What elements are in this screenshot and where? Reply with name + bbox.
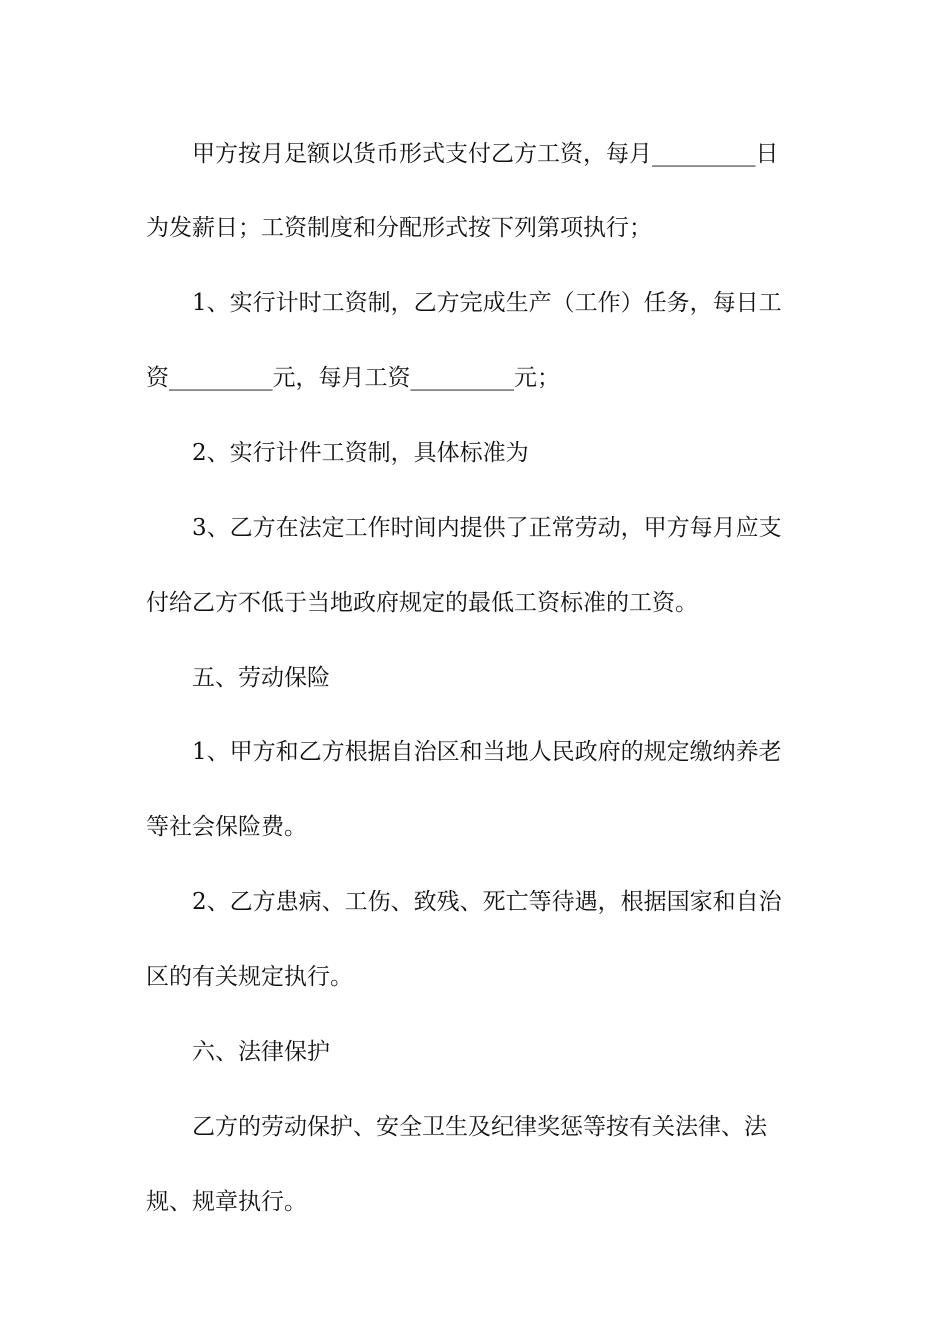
insurance-clause-2-line-2: 区的有关规定执行。 <box>146 964 353 990</box>
section-heading-legal: 六、法律保护 <box>192 1039 330 1065</box>
legal-paragraph-line-2: 规、规章执行。 <box>146 1189 307 1215</box>
clause-1-line-1: 1、实行计时工资制，乙方完成生产（工作）任务，每日工 <box>192 290 782 316</box>
insurance-clause-2-line-1: 2、乙方患病、工伤、致残、死亡等待遇，根据国家和自治 <box>192 889 782 915</box>
insurance-clause-1-line-2: 等社会保险费。 <box>146 814 307 840</box>
paragraph-salary-line-2: 为发薪日；工资制度和分配形式按下列第项执行； <box>146 215 652 241</box>
legal-paragraph-line-1: 乙方的劳动保护、安全卫生及纪律奖惩等按有关法律、法 <box>192 1114 767 1140</box>
clause-3-line-2: 付给乙方不低于当地政府规定的最低工资标准的工资。 <box>146 590 698 616</box>
clause-1-line-2: 资_________元，每月工资_________元； <box>146 365 560 391</box>
paragraph-salary-line-1: 甲方按月足额以货币形式支付乙方工资，每月_________日 <box>192 141 779 167</box>
section-heading-insurance: 五、劳动保险 <box>192 665 330 691</box>
clause-3-line-1: 3、乙方在法定工作时间内提供了正常劳动，甲方每月应支 <box>192 515 782 541</box>
clause-2-line: 2、实行计件工资制，具体标准为 <box>192 440 529 466</box>
insurance-clause-1-line-1: 1、甲方和乙方根据自治区和当地人民政府的规定缴纳养老 <box>192 739 782 765</box>
